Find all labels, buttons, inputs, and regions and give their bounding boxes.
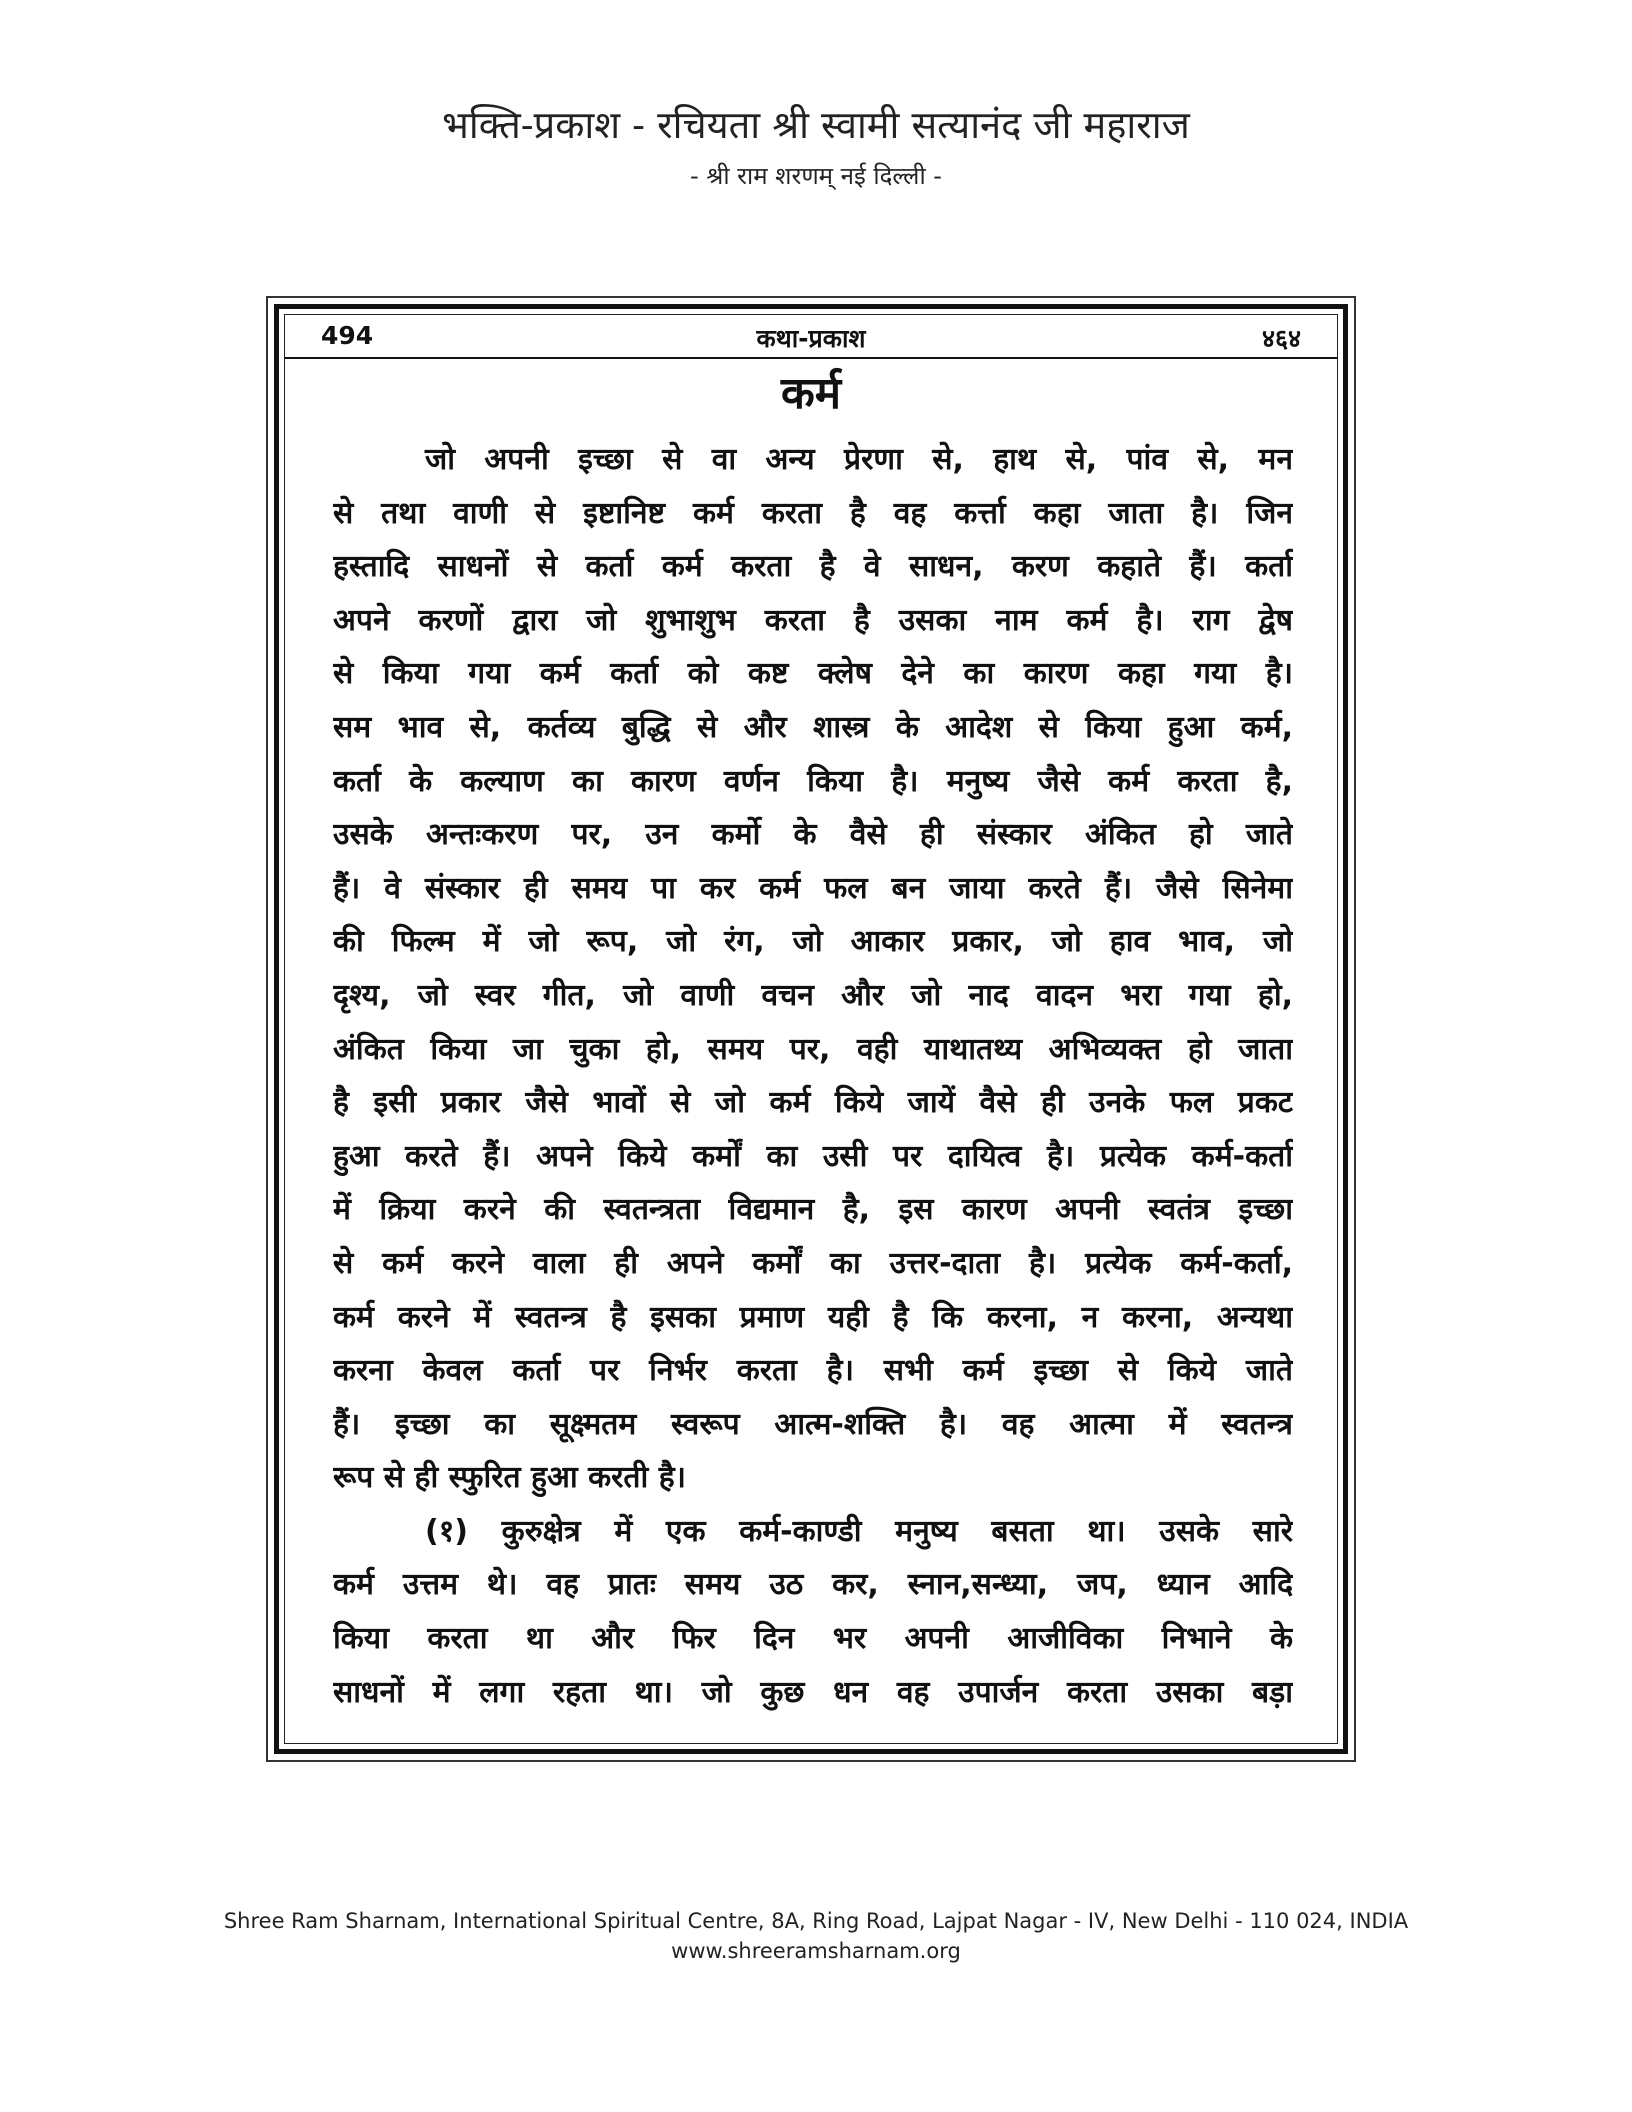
- text-line: जो अपनी इच्छा से वा अन्य प्रेरणा से, हाथ से, पांव से, मन: [425, 442, 1293, 477]
- text-line: हैं। इच्छा का सूक्ष्मतम स्वरूप आत्म-शक्ति है। वह आत्मा में स्वतन्त्र: [333, 1406, 1293, 1442]
- text-line: (१) कुरुक्षेत्र में एक कर्म-काण्डी मनुष्य बसता था। उसके सारे: [425, 1513, 1293, 1549]
- body-text: [333, 433, 1293, 1719]
- text-line: कर्म करने में स्वतन्त्र है इसका प्रमाण यही है कि करना, न करना, अन्यथा: [333, 1299, 1293, 1335]
- text-line: कर्म उत्तम थे। वह प्रातः समय उठ कर, स्नान,सन्ध्या, जप, ध्यान आदि: [333, 1567, 1293, 1603]
- text-line: हस्तादि साधनों से कर्ता कर्म करता है वे साधन, करण कहाते हैं। कर्ता: [333, 549, 1293, 585]
- book-title: भक्ति-प्रकाश - रचियता श्री स्वामी सत्यानंद जी महाराज: [442, 103, 1190, 147]
- text-line: है इसी प्रकार जैसे भावों से जो कर्म किये जायें वैसे ही उनके फल प्रकट: [333, 1085, 1293, 1121]
- footer-website: www.shreeramsharnam.org: [671, 1939, 961, 1963]
- chapter-title: कर्म: [780, 368, 842, 419]
- text-line: हुआ करते हैं। अपने किये कर्मों का उसी पर दायित्व है। प्रत्येक कर्म-कर्ता: [333, 1138, 1293, 1174]
- section-title: कथा-प्रकाश: [756, 324, 866, 353]
- text-line: अपने करणों द्वारा जो शुभाशुभ करता है उसका नाम कर्म है। राग द्वेष: [333, 602, 1293, 638]
- footer-address: Shree Ram Sharnam, International Spiritual Centre, 8A, Ring Road, Lajpat Nagar - IV, New Delhi - 110 024, INDIA: [223, 1909, 1409, 1933]
- text-line: से तथा वाणी से इष्टानिष्ट कर्म करता है वह कर्त्ता कहा जाता है। जिन: [333, 495, 1293, 531]
- text-line: अंकित किया जा चुका हो, समय पर, वही याथातथ्य अभिव्यक्त हो जाता: [333, 1031, 1293, 1067]
- book-subtitle: - श्री राम शरणम् नई दिल्ली -: [690, 162, 942, 190]
- page-frame: [266, 296, 1356, 1762]
- text-line: की फिल्म में जो रूप, जो रंग, जो आकार प्रकार, जो हाव भाव, जो: [333, 924, 1293, 960]
- text-line: करना केवल कर्ता पर निर्भर करता है। सभी कर्म इच्छा से किये जाते: [333, 1353, 1293, 1389]
- page-content: [284, 314, 1338, 1744]
- text-line: दृश्य, जो स्वर गीत, जो वाणी वचन और जो नाद वादन भरा गया हो,: [333, 977, 1293, 1013]
- text-line: उसके अन्तःकरण पर, उन कर्मो के वैसे ही संस्कार अंकित हो जाते: [333, 817, 1293, 853]
- text-line: से किया गया कर्म कर्ता को कष्ट क्लेष देने का कारण कहा गया है।: [333, 656, 1293, 692]
- running-head: [285, 315, 1337, 359]
- text-line: रूप से ही स्फुरित हुआ करती है।: [333, 1460, 687, 1496]
- text-line: साधनों में लगा रहता था। जो कुछ धन वह उपार्जन करता उसका बड़ा: [333, 1674, 1293, 1710]
- text-line: कर्ता के कल्याण का कारण वर्णन किया है। मनुष्य जैसे कर्म करता है,: [333, 763, 1293, 799]
- document-header: [0, 100, 1632, 194]
- text-line: हैं। वे संस्कार ही समय पा कर कर्म फल बन जाया करते हैं। जैसे सिनेमा: [333, 870, 1293, 906]
- page-frame-inner: [274, 304, 1348, 1754]
- page-number-devanagari: ४६४: [1261, 324, 1301, 353]
- document-footer: [0, 1906, 1632, 1966]
- text-line: किया करता था और फिर दिन भर अपनी आजीविका निभाने के: [333, 1621, 1293, 1657]
- text-line: में क्रिया करने की स्वतन्त्रता विद्यमान है, इस कारण अपनी स्वतंत्र इच्छा: [333, 1192, 1293, 1228]
- page-number: 494: [321, 321, 374, 350]
- text-line: से कर्म करने वाला ही अपने कर्मों का उत्तर-दाता है। प्रत्येक कर्म-कर्ता,: [333, 1245, 1293, 1281]
- text-line: सम भाव से, कर्तव्य बुद्धि से और शास्त्र के आदेश से किया हुआ कर्म,: [333, 709, 1293, 745]
